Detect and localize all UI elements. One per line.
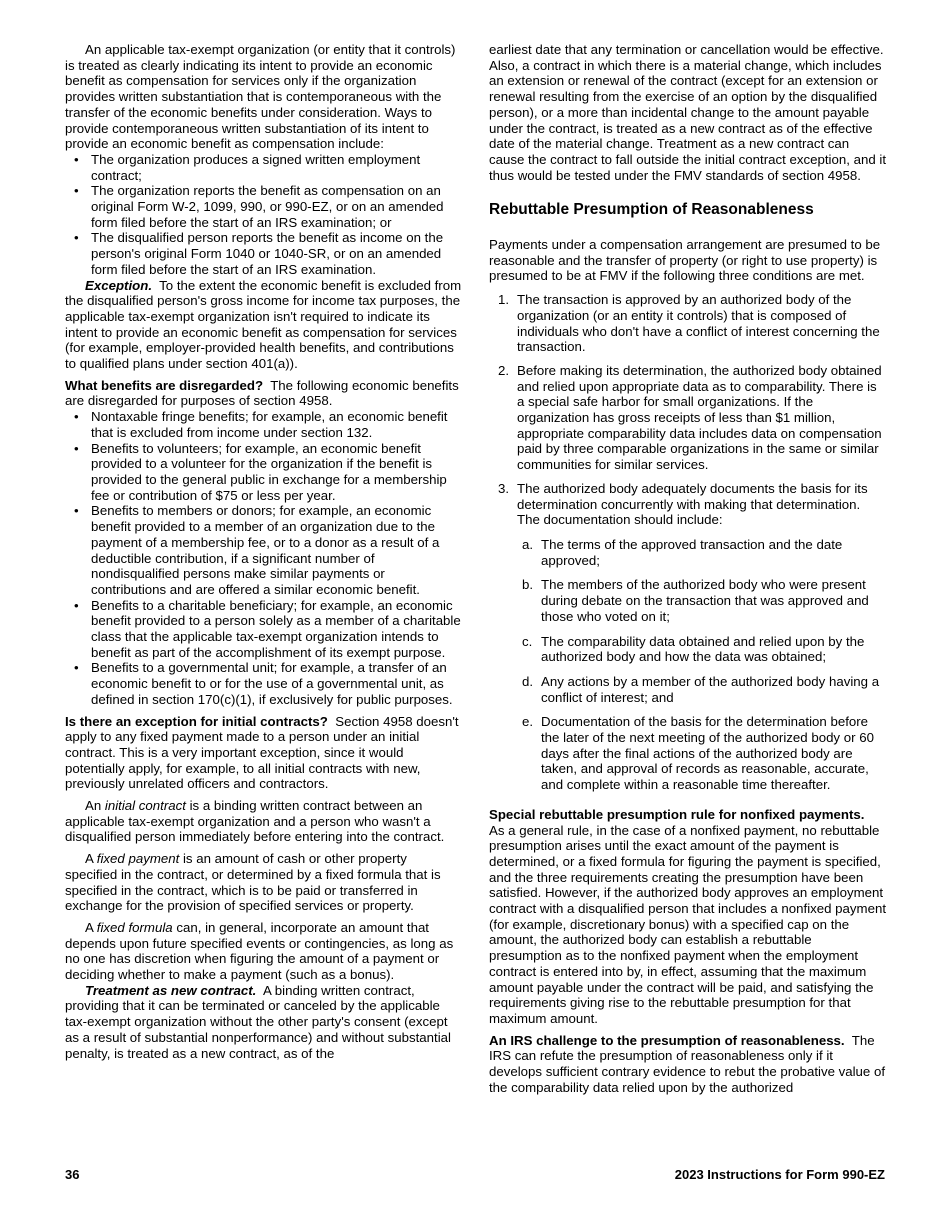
fixed-formula-definition [65,920,462,983]
definition-text: is a binding written contract between an applicable tax-exempt organization and a person who wasn't a disqualified person immediately before entering into the contract. [65,798,445,845]
list-marker: 1. [498,292,510,308]
term-fixed-formula: fixed formula [96,919,173,935]
exception-paragraph [65,278,462,372]
term-fixed-payment: fixed payment [96,851,180,867]
nonfixed-payments-heading: Special rebuttable presumption rule for nonfixed payments. [489,806,865,822]
list-item [517,537,886,568]
irs-challenge-text: The IRS can refute the presumption of reasonableness only if it develops sufficient contrary evidence to rebut the probative value of the comparability data relied upon by the authorized [489,1032,886,1095]
documentation-list [517,537,886,793]
list-item-text: Before making its determination, the authorized body obtained and relied upon appropriate data as to comparability. There is a special safe harbor for small organizations. If the organization has gross receipts of less than $1 million, appropriate comparability data includes data on compensation paid by three comparable organizations in the same or similar communities for similar services. [517,362,882,473]
exception-label: Exception. [85,277,153,293]
exception-text: To the extent the economic benefit is excluded from the disqualified person's gross income for income tax purposes, the applicable tax-exempt organization isn't required to indicate its intent to provide an economic benefit as compensation for services (for example, employer-provided health benefits, and contributions to qualified plans under section 401(a)). [65,277,462,372]
list-item-text: The comparability data obtained and relied upon by the authorized body and how the data was obtained; [541,633,865,665]
list-item [517,674,886,705]
new-contract-paragraph [65,983,462,1062]
list-item-text: The authorized body adequately documents the basis for its determination concurrently with making that determination. The documentation should include: [517,480,868,528]
substantiation-list [65,152,462,278]
list-item: • Benefits to volunteers; for example, an economic benefit provided to a volunteer for the organization if the benefit is provided to the general public in exchange for a membership fee or contribution of $75 or less per year. [65,441,462,504]
list-marker: a. [522,536,534,552]
list-item [489,363,886,473]
list-item [517,577,886,624]
disregarded-paragraph [65,378,462,409]
document-title: 2023 Instructions for Form 990-EZ [674,1167,885,1182]
continued-paragraph: earliest date that any termination or cancellation would be effective. Also, a contract in which there is a material change, which includes an extension or renewal of the contract (except for an extension or renewal resulting from the exercise of an option by the disqualified person), or a more than incidental change to the amount payable under the contract, is treated as a new contract as of the effective date of the material change. Treatment as a new contract can cause the contract to fall outside the initial contract exception, and it thus would be tested under the FMV standards of section 4958. [489,42,886,183]
section-heading: Rebuttable Presumption of Reasonableness [489,201,814,219]
list-item [489,292,886,355]
left-column [65,42,462,1061]
disregarded-heading: What benefits are disregarded? [65,377,264,393]
list-item: • Benefits to a governmental unit; for example, a transfer of an economic benefit to or for the use of a governmental unit, as defined in section 170(c)(1), if exclusively for public purposes. [65,660,462,707]
new-contract-label: Treatment as new contract. [85,982,257,998]
definition-lead: A [85,919,94,935]
list-marker: d. [522,673,534,689]
definition-lead: An [85,798,102,814]
list-item: • Benefits to a charitable beneficiary; for example, an economic benefit provided to a person solely as a member of a charitable class that the applicable tax-exempt organization intends to benefit as part of the accomplishment of its exempt purpose. [65,598,462,661]
list-item-text: Documentation of the basis for the determination before the later of the next meeting of the authorized body or 60 days after the final actions of the authorized body are taken, and approval of records as reasonable, accurate, and complete within a reasonable time thereafter. [541,714,874,793]
list-item: • Benefits to members or donors; for example, an economic benefit provided to a member of an organization due to the payment of a membership fee, or to a donor as a result of a deductible contribution, if a significant number of nondisqualified persons make similar payments or contributions and are offered a similar economic benefit. [65,503,462,597]
initial-contracts-paragraph [65,714,462,793]
list-item: • The disqualified person reports the benefit as income on the person's original Form 1040 or 1040-SR, or on an amended form filed before the start of an IRS examination. [65,230,462,277]
list-item: • The organization reports the benefit as compensation on an original Form W-2, 1099, 990, or 990-EZ, or on an amended form filed before the start of an IRS examination; or [65,183,462,230]
irs-challenge-heading: An IRS challenge to the presumption of reasonableness. [489,1032,845,1048]
substantiation-paragraph: An applicable tax-exempt organization (or entity that it controls) is treated as clearly indicating its intent to provide an economic benefit as compensation for services only if the organization provides written substantiation that is contemporaneous with the transfer of the economic benefits under consideration. Ways to provide contemporaneous written substantiation of its intent to provide an economic benefit as compensation include: [65,42,456,152]
list-item-text: The terms of the approved transaction and the date approved; [541,536,843,568]
presumption-intro: Payments under a compensation arrangement are presumed to be reasonable and the transfer of property (or right to use property) is presumed to be at FMV if the following three conditions are met. [489,237,881,284]
list-item-text: The transaction is approved by an authorized body of the organization (or an entity it controls) that is composed of individuals who don't have a conflict of interest concerning the transaction. [517,292,880,355]
list-marker: 2. [498,362,510,378]
definition-lead: A [85,851,94,867]
nonfixed-payments-text: As a general rule, in the case of a nonfixed payment, no rebuttable presumption arises until the exact amount of the payment is determined, or a fixed formula for figuring the payment is specified, and the three requirements creating the presumption have been satisfied. However, if the authorized body approves an employment contract with a disqualified person that includes a nonfixed payment (for example, discretionary bonus) with a specified cap on the amount, the authorized body can establish a rebuttable presumption as to the nonfixed payment when the employment contract is entered into by, in effect, assuming that the maximum amount payable under the contract will be paid, and satisfying the requirements giving rise to the rebuttable presumption for that maximum amount. [489,822,887,1026]
list-marker: 3. [498,480,510,496]
nonfixed-payments-paragraph [489,807,886,1027]
fixed-payment-definition [65,851,462,914]
initial-contracts-text: Section 4958 doesn't apply to any fixed payment made to a person under an initial contract. This is a very important exception, since it would potentially apply, for example, to all initial contracts with new, previously unrelated officers and contractors. [65,713,459,792]
list-item-text: Any actions by a member of the authorized body having a conflict of interest; and [541,673,880,705]
initial-contract-definition [65,798,462,845]
list-item [517,634,886,665]
disregarded-list [65,409,462,707]
right-column [489,42,886,1095]
list-marker: c. [522,633,533,649]
irs-challenge-paragraph [489,1033,886,1096]
list-item: • Nontaxable fringe benefits; for example, an economic benefit that is excluded from income under section 132. [65,409,462,440]
list-item: • The organization produces a signed written employment contract; [65,152,462,183]
list-marker: e. [522,714,534,730]
page-number: 36 [65,1167,80,1182]
definition-text: can, in general, incorporate an amount that depends upon future specified events or contingencies, as long as no one has discretion when figuring the amount of a payment or deciding whether to make a payment (such as a bonus). [65,919,454,983]
list-item [517,714,886,793]
term-initial-contract: initial contract [104,798,186,814]
list-item-text: The members of the authorized body who were present during debate on the transaction that was approved and those who voted on it; [541,577,869,624]
disregarded-text: The following economic benefits are disregarded for purposes of section 4958. [65,377,459,409]
initial-contracts-heading: Is there an exception for initial contracts? [65,713,328,729]
new-contract-text: A binding written contract, providing that it can be terminated or canceled by the applicable tax-exempt organization without the other party's consent (except as a result of substantial nonperformance) and without substantial penalty, is treated as a new contract, as of the [65,982,451,1061]
list-marker: b. [522,577,534,593]
conditions-list [489,292,886,793]
definition-text: is an amount of cash or other property specified in the contract, or determined by a fixed formula that is specified in the contract, which is to be paid or transferred in exchange for the provision of specified services or property. [65,851,441,914]
list-item [489,481,886,793]
